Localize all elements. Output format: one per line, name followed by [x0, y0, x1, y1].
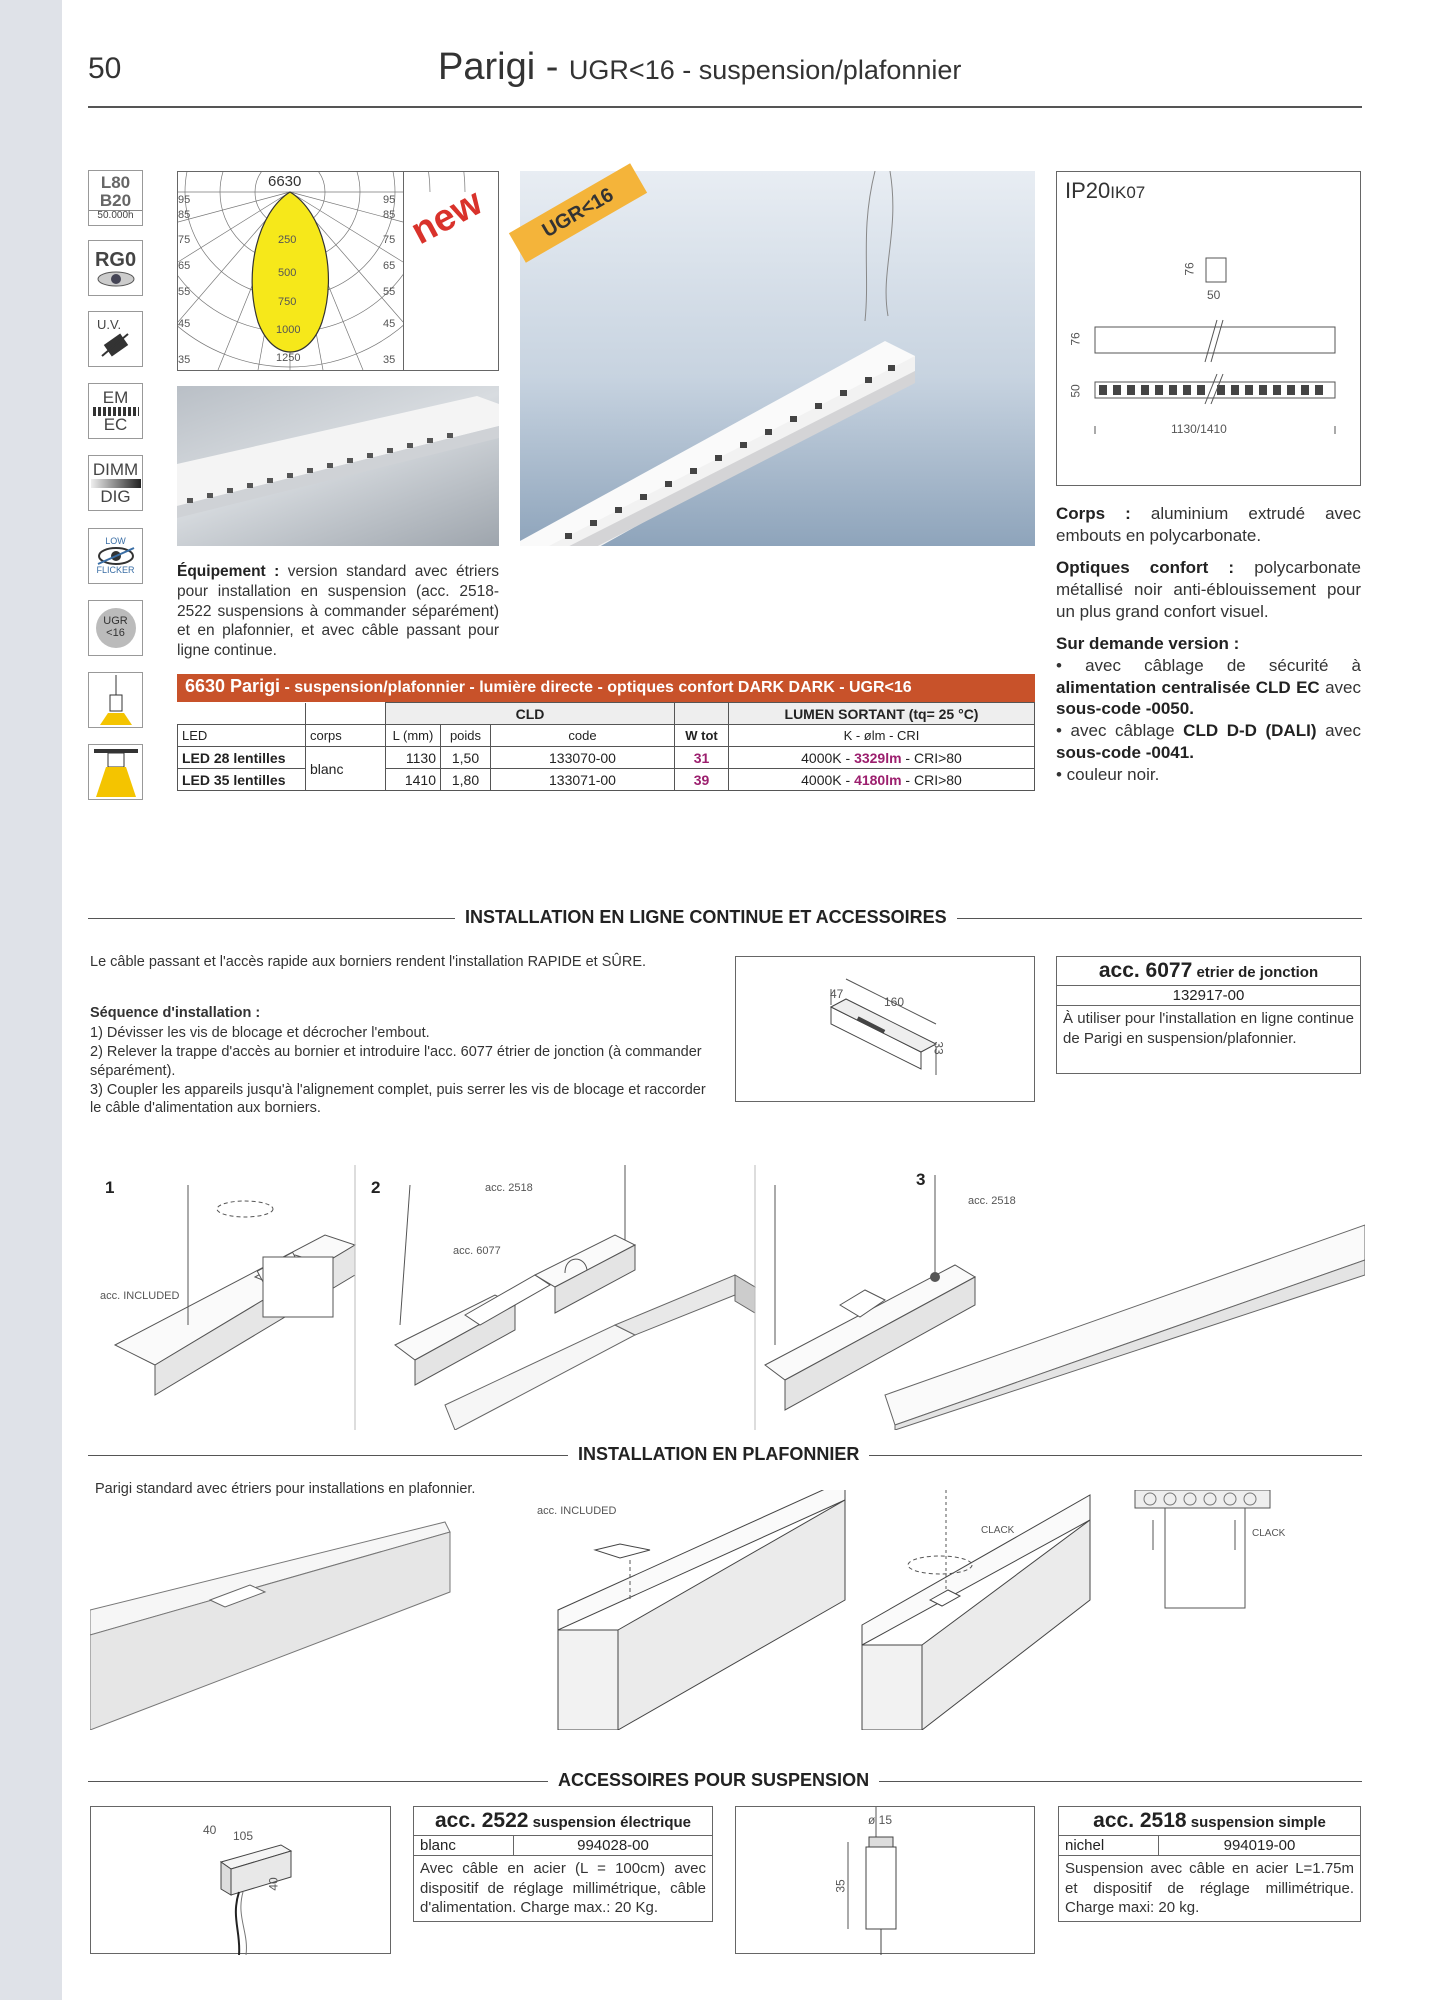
- step-3-label: 3: [916, 1170, 926, 1189]
- new-badge: new: [404, 181, 490, 253]
- suspension-mount-icon: [88, 672, 143, 728]
- callout-2518: acc. 2518: [485, 1182, 533, 1194]
- header-rule: [88, 106, 1362, 108]
- page-number: 50: [88, 52, 122, 85]
- spec-demande: Sur demande version : • avec câblage de sécurité à alimentation centralisée CLD EC avec sous-code -0050. • avec câblage CLD D-D (DALI) avec sous-code -0041. • couleur noir.: [1056, 634, 1361, 784]
- ceiling-text: Parigi standard avec étriers pour installations en plafonnier.: [95, 1481, 476, 1497]
- table-row: LED 35 lentilles 1410 1,80 133071-00 39 4000K - 4180lm - CRI>80: [178, 769, 1035, 791]
- installation-steps-illustration: [95, 1165, 1365, 1430]
- product-title-bar: 6630 Parigi - suspension/plafonnier - lumière directe - optiques confort DARK DARK - UGR<16: [177, 674, 1035, 702]
- acc-2522-box: acc. 2522 suspension électrique blanc 994028-00 Avec câble en acier (L = 100cm) avec dispositif de réglage millimétrique, câble d'alimentation. Charge max.: 20 Kg.: [413, 1806, 713, 1922]
- lifetime-icon: L80 B20 50.000h: [88, 170, 143, 226]
- photometric-diagram: 6630 95 85 75 65 55 45 35 95 85 75 65 55 45 35 250 500 750 1000 1250: [177, 171, 499, 371]
- clack-label-2: CLACK: [1252, 1528, 1286, 1539]
- dimm-dig-icon: DIMM DIG: [88, 455, 143, 511]
- ceiling-installation-illustration: [90, 1490, 1365, 1730]
- table-row: LED 28 lentilles blanc 1130 1,50 133070-00 31 4000K - 3329lm - CRI>80: [178, 747, 1035, 769]
- uv-icon: U.V.: [88, 311, 143, 367]
- ugr-badge: UGR<16: [509, 163, 647, 262]
- install-steps: 1) Dévisser les vis de blocage et décrocher l'embout. 2) Relever la trappe d'accès au bornier et introduire l'acc. 6077 étrier de jonction (à commander séparément). 3) Coupler les appareils jusqu'à l'alignement complet, puis serrer les vis de blocage et raccorder le câble d'alimentation aux borniers.: [90, 1025, 706, 1117]
- low-flicker-icon: LOW FLICKER: [88, 528, 143, 584]
- section-title-ceiling: INSTALLATION EN PLAFONNIER: [568, 1444, 869, 1465]
- page-title: Parigi - UGR<16 - suspension/plafonnier: [438, 46, 962, 88]
- install-intro: Le câble passant et l'accès rapide aux borniers rendent l'installation RAPIDE et SÛRE.: [90, 954, 647, 970]
- em-ec-icon: EM EC: [88, 383, 143, 439]
- suspended-fixture-photo: [520, 171, 1035, 546]
- spec-optiques: Optiques confort : polycarbonate métallisé noir anti-éblouissement pour un plus grand confort visuel.: [1056, 558, 1361, 621]
- ugr-icon: UGR <16: [88, 600, 143, 656]
- clack-label: CLACK: [981, 1525, 1015, 1536]
- section-title-continuous: INSTALLATION EN LIGNE CONTINUE ET ACCESSOIRES: [455, 907, 957, 928]
- section-title-accessories: ACCESSOIRES POUR SUSPENSION: [548, 1770, 879, 1791]
- fixture-closeup-photo: [177, 386, 499, 546]
- spec-corps: Corps : aluminium extrudé avec embouts en polycarbonate.: [1056, 504, 1362, 545]
- ceiling-mount-icon: [88, 744, 143, 800]
- acc-2518-box: acc. 2518 suspension simple nichel 994019-00 Suspension avec câble en acier L=1.75m et dispositif de réglage millimétrique. Charge maxi: 20 kg.: [1058, 1806, 1361, 1922]
- acc-6077-box: acc. 6077 etrier de jonction 132917-00 À utiliser pour l'installation en ligne continue de Parigi en suspension/plafonnier.: [1056, 956, 1361, 1074]
- side-strip: [0, 0, 62, 2000]
- product-table: CLD LUMEN SORTANT (tq= 25 °C) LED corps L (mm) poids code W tot K - ølm - CRI LED 28 lentilles blanc 1130 1,50 133070-00 31 4000K - 3329lm - CRI>80 LED 35 lentilles 1410 1,80 133071-00 39 4000K - 4180lm - CRI>80: [177, 702, 1035, 791]
- install-seq-label: Séquence d'installation :: [90, 1005, 261, 1021]
- dimension-drawing: IP20IK07 76 50 76 50 1130/1410: [1056, 171, 1361, 486]
- diagram-code: 6630: [268, 173, 302, 190]
- callout-included: acc. INCLUDED: [100, 1290, 180, 1302]
- ceiling-callout-included: acc. INCLUDED: [537, 1505, 617, 1517]
- equipment-text: Équipement : version standard avec étriers pour installation en suspension (acc. 2518-2522 suspensions à commander séparément) et en plafonnier, et avec câble passant pour ligne continue.: [177, 563, 500, 660]
- rg0-eye-icon: RG0: [88, 240, 143, 296]
- ip-rating: IP20IK07: [1065, 178, 1146, 203]
- junction-bracket-drawing: 47 160 33: [735, 956, 1035, 1102]
- step-1-label: 1: [105, 1178, 115, 1197]
- step-2-label: 2: [371, 1178, 381, 1197]
- acc-2522-drawing: 40 105 40: [90, 1806, 391, 1954]
- callout-2518-b: acc. 2518: [968, 1195, 1016, 1207]
- callout-6077: acc. 6077: [453, 1245, 501, 1257]
- acc-2518-drawing: ø 15 35: [735, 1806, 1035, 1954]
